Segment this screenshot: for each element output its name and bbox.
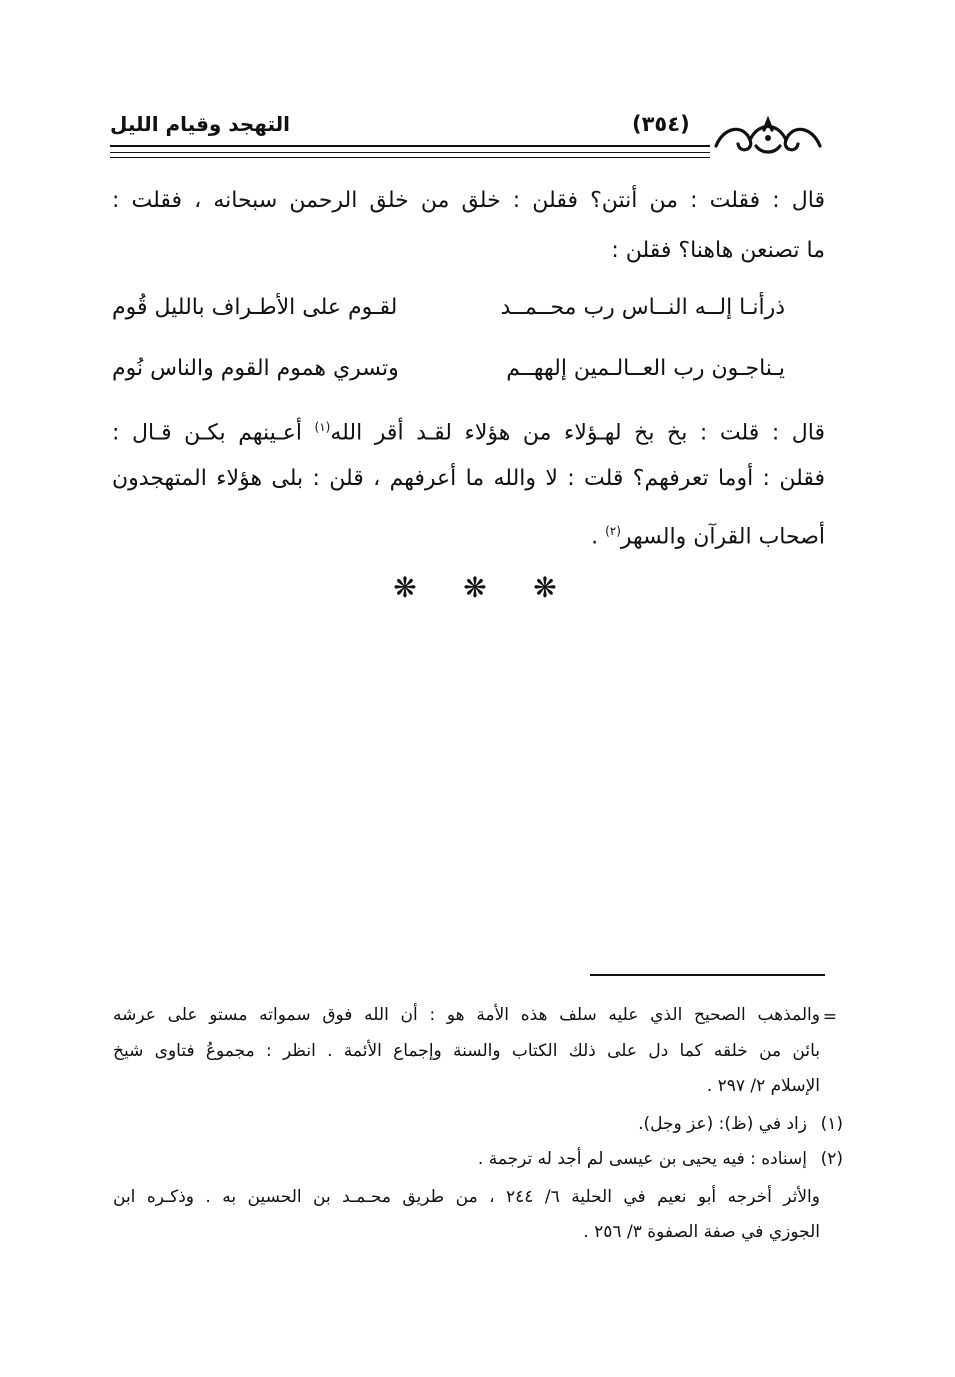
body-text: قال : قلت : بخ بخ لهـؤلاء من هؤلاء لقـد أقر الله (330, 420, 825, 446)
verse-first-hemistich: يـناجـون رب العــالـمين إلههــم (506, 356, 785, 381)
footnote-line: بائن من خلقه كما دل على ذلك الكتاب والسنة وإجماع الأئمة . انظر : مجموعُ فتاوى شيخ (113, 1041, 820, 1061)
body-line: ما تصنعن هاهنا؟ فقلن : (611, 238, 825, 263)
section-separator (390, 573, 560, 603)
body-line (112, 516, 825, 552)
continuation-marker: = (822, 1007, 837, 1027)
verse-second-hemistich: وتسري هموم القوم والناس نُوم (112, 356, 399, 381)
asterism-icon: ❋ (393, 571, 417, 604)
body-line: فقلن : أوما تعرفهم؟ قلت : لا والله ما أعرفهم ، قلن : بلى هؤلاء المتهجدون (112, 466, 825, 491)
footnote-line: إسناده : فيه يحيى بن عيسى لم أجد له ترجمة . (477, 1149, 807, 1169)
footnote-number: (١) (820, 1114, 843, 1134)
page-number: (٣٥٤) (632, 112, 690, 136)
footnote-rule (590, 974, 825, 976)
footnote-number: (٢) (820, 1149, 843, 1169)
header-rule (110, 145, 710, 147)
footnote-line: والمذهب الصحيح الذي عليه سلف هذه الأمة هو : أن الله فوق سمواته مستو على عرشه (113, 1005, 820, 1025)
header-rule (110, 152, 710, 153)
asterism-icon: ❋ (533, 571, 557, 604)
footnote-line: الإسلام ٢/ ٢٩٧ . (706, 1076, 820, 1096)
page-header (110, 108, 825, 168)
footnote-ref: (١) (314, 420, 331, 434)
verse-second-hemistich: لقـوم على الأطـراف بالليل قُوم (112, 295, 398, 320)
body-text: أصحاب القرآن والسهر (620, 524, 825, 550)
header-rule (110, 157, 710, 158)
footnote-line: والأثر أخرجه أبو نعيم في الحلية ٦/ ٢٤٤ ، من طريق محـمـد بن الحسين به . وذكـره ابن (113, 1187, 820, 1207)
footnote-line: زاد في (ظ): (عز وجل). (638, 1114, 807, 1134)
footnote-line: الجوزي في صفة الصفوة ٣/ ٢٥٦ . (583, 1222, 820, 1242)
footnote-ref: (٢) (605, 524, 621, 538)
running-title: التهجد وقيام الليل (110, 112, 291, 136)
body-text: أعـينهم بكـن قـال : (112, 420, 315, 446)
asterism-icon: ❋ (463, 571, 487, 604)
body-line (112, 412, 825, 448)
body-line: قال : فقلت : من أنتن؟ فقلن : خلق من خلق الرحمن سبحانه ، فقلت : (112, 188, 825, 213)
body-text: . (591, 524, 606, 550)
verse-first-hemistich: ذرأنـا إلــه النــاس رب محــمــد (500, 295, 785, 320)
arabesque-ornament-icon (710, 116, 826, 158)
